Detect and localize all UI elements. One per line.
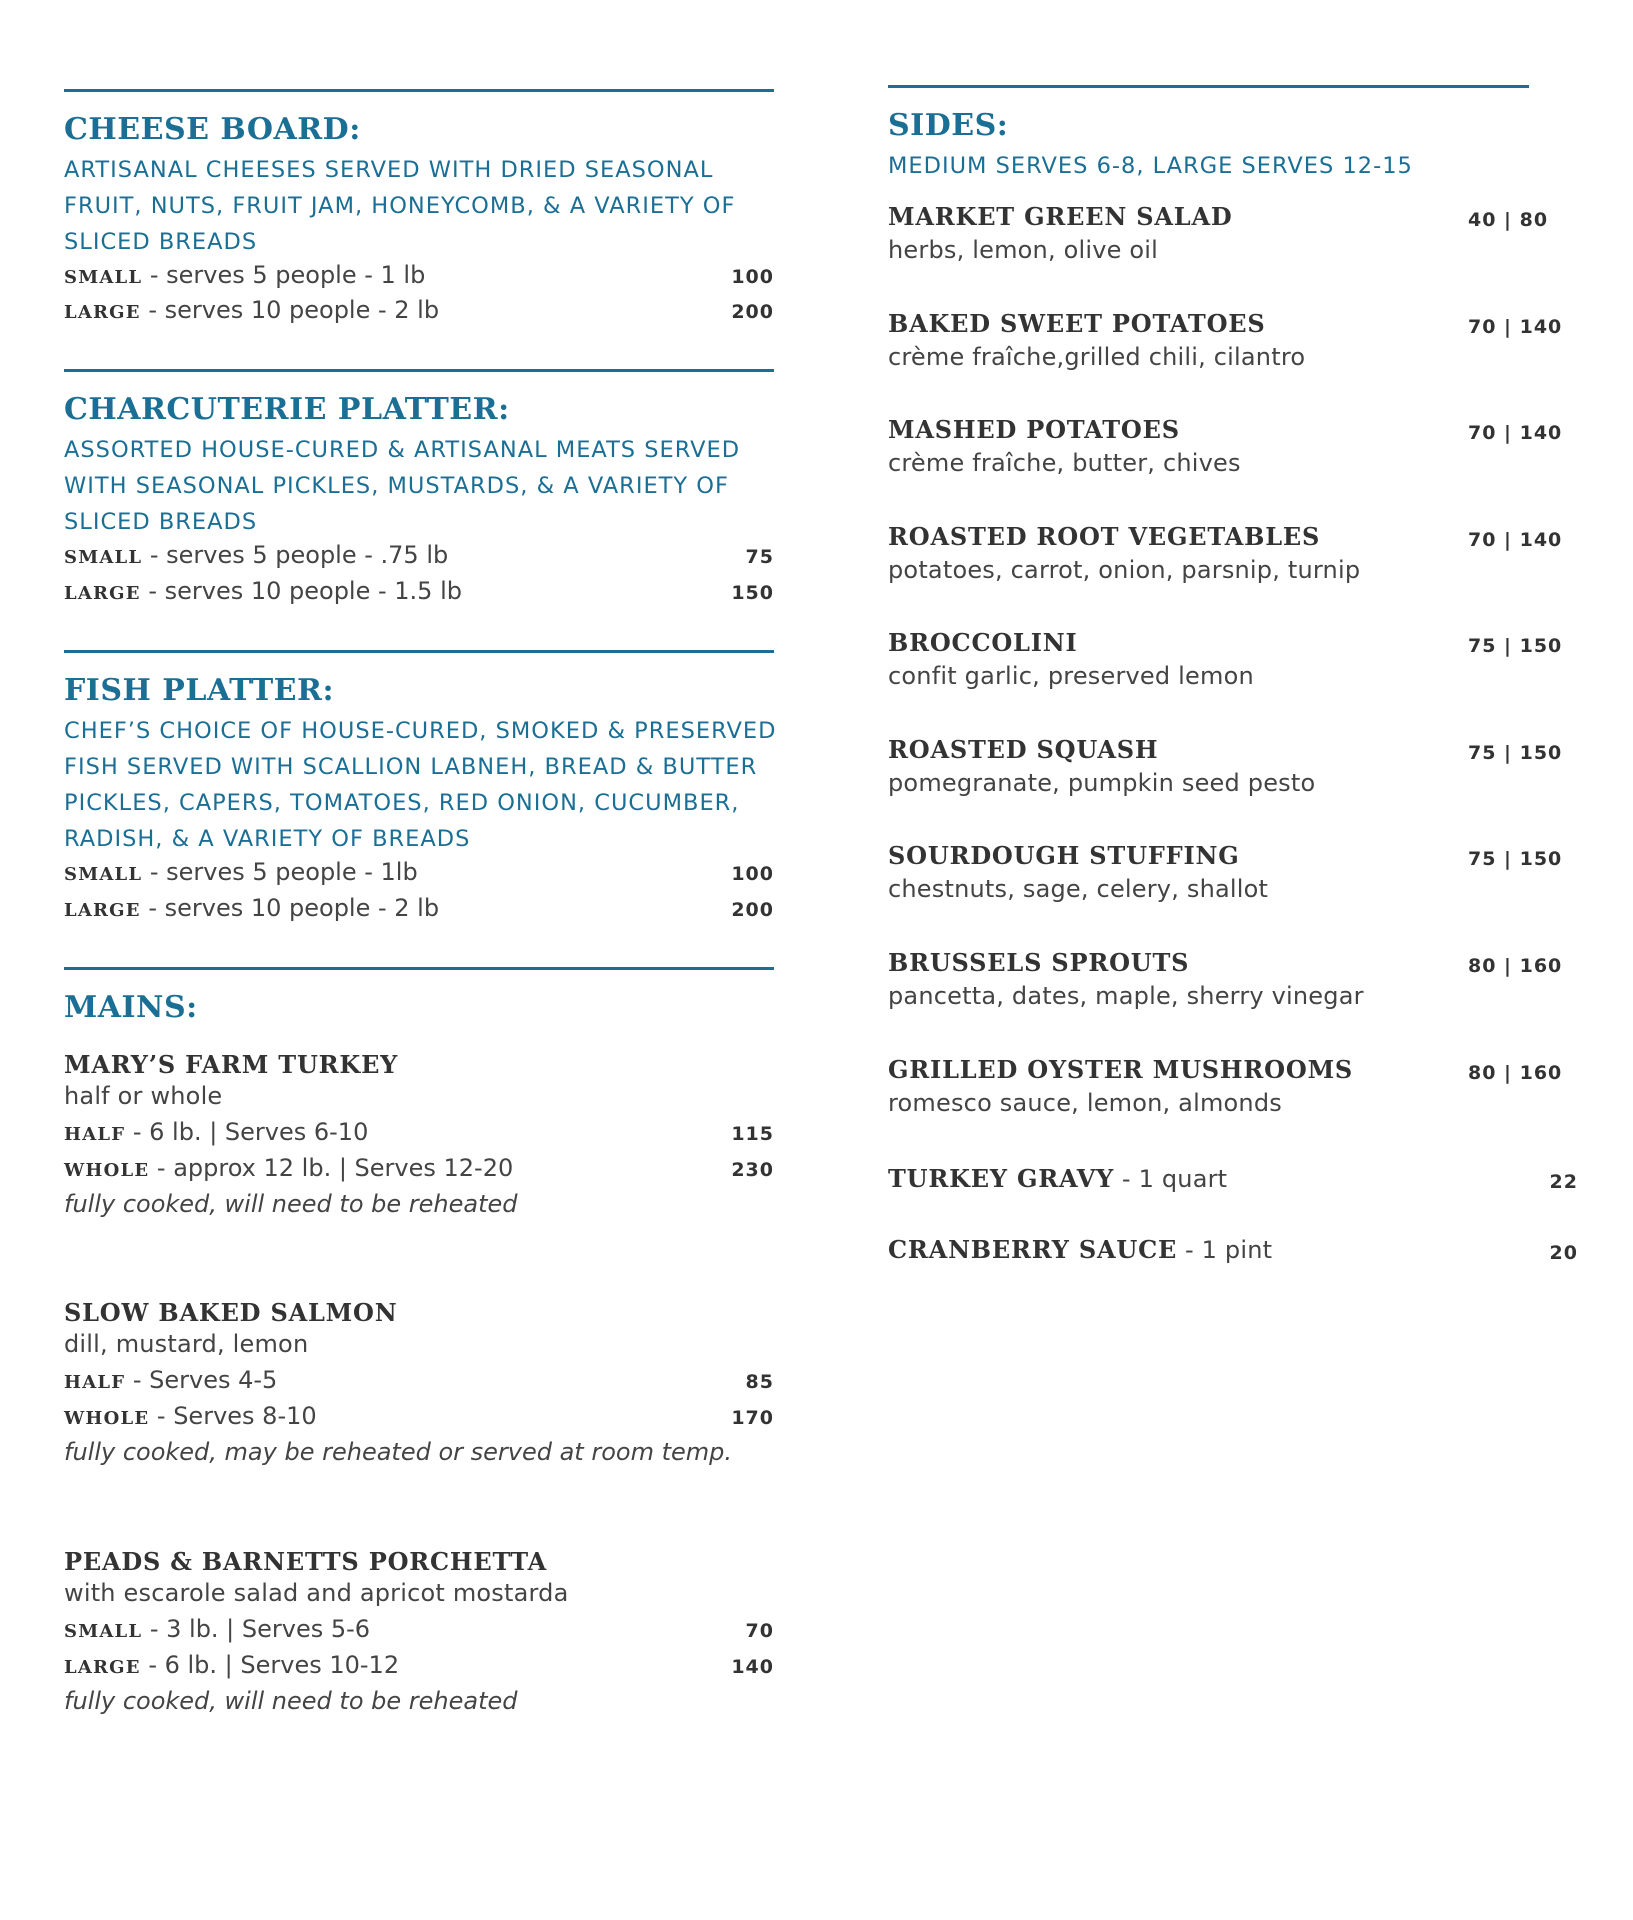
size-detail: - 6 lb. | Serves 10-12 [140,1651,400,1679]
side-price: 75 | 150 [1468,742,1563,764]
size-detail: - serves 5 people - .75 lb [142,541,449,569]
side-item-description: pancetta, dates, maple, sherry vinegar [888,982,1364,1010]
extra-price: 20 [1549,1242,1578,1264]
sides-subtitle: MEDIUM SERVES 6-8, LARGE SERVES 12-15 [888,153,1413,179]
side-item-name: SOURDOUGH STUFFING [888,841,1240,870]
cheese-option-small [64,261,425,289]
side-item-description: potatoes, carrot, onion, parsnip, turnip [888,556,1361,584]
size-label: LARGE [64,900,141,921]
size-detail: - serves 10 people - 2 lb [140,894,440,922]
price: 170 [731,1407,774,1429]
main-item-note: fully cooked, will need to be reheated [64,1190,518,1218]
size-label: SMALL [64,864,143,885]
size-detail: - serves 5 people - 1 lb [142,261,426,289]
main-item-description: dill, mustard, lemon [64,1330,309,1358]
extra-item-name: TURKEY GRAVY [888,1164,1115,1193]
section-divider [64,89,774,92]
size-label: LARGE [64,302,141,323]
size-label: WHOLE [64,1160,150,1181]
main-item-name: SLOW BAKED SALMON [64,1298,398,1327]
description-line: RADISH, & A VARIETY OF BREADS [64,826,471,852]
price: 100 [731,266,774,288]
salmon-option-half [64,1366,277,1394]
side-item-description: crème fraîche,grilled chili, cilantro [888,343,1306,371]
price: 75 [745,546,774,568]
side-item-name: BAKED SWEET POTATOES [888,309,1266,338]
fish-platter-description [64,713,776,857]
cranberry-sauce-row [888,1235,1272,1264]
size-label: WHOLE [64,1408,150,1429]
turkey-gravy-row [888,1164,1227,1193]
main-item-description: with escarole salad and apricot mostarda [64,1579,569,1607]
size-detail: - approx 12 lb. | Serves 12-20 [149,1154,514,1182]
side-item-description: romesco sauce, lemon, almonds [888,1089,1282,1117]
size-label: SMALL [64,267,143,288]
porchetta-option-small [64,1615,370,1643]
side-item-description: chestnuts, sage, celery, shallot [888,875,1269,903]
main-item-name: PEADS & BARNETTS PORCHETTA [64,1547,548,1576]
size-label: HALF [64,1372,126,1393]
porchetta-option-large [64,1651,399,1679]
salmon-option-whole [64,1402,317,1430]
size-label: SMALL [64,1621,143,1642]
description-line: FISH SERVED WITH SCALLION LABNEH, BREAD & BUTTER [64,754,758,780]
main-item-note: fully cooked, will need to be reheated [64,1687,518,1715]
extra-item-size: - 1 pint [1177,1236,1273,1264]
description-line: SLICED BREADS [64,509,258,535]
side-price: 75 | 150 [1468,848,1563,870]
side-item-name: BROCCOLINI [888,628,1078,657]
price: 200 [731,899,774,921]
size-detail: - serves 10 people - 1.5 lb [140,577,462,605]
description-line: PICKLES, CAPERS, TOMATOES, RED ONION, CUCUMBER, [64,790,740,816]
main-item-note: fully cooked, may be reheated or served at room temp. [64,1438,733,1466]
price: 230 [731,1159,774,1181]
sides-title: SIDES: [888,108,1009,143]
main-item-description: half or whole [64,1082,223,1110]
fish-option-large [64,894,439,922]
side-item-name: MARKET GREEN SALAD [888,202,1233,231]
side-price: 40 | 80 [1468,209,1549,231]
size-label: LARGE [64,583,141,604]
side-item-description: crème fraîche, butter, chives [888,449,1241,477]
charcuterie-option-large [64,577,462,605]
price: 85 [745,1371,774,1393]
side-price: 70 | 140 [1468,422,1563,444]
side-item-name: MASHED POTATOES [888,415,1180,444]
side-item-description: confit garlic, preserved lemon [888,662,1254,690]
section-divider [888,85,1529,88]
cheese-board-title: CHEESE BOARD: [64,112,361,147]
description-line: FRUIT, NUTS, FRUIT JAM, HONEYCOMB, & A VARIETY OF [64,193,736,219]
side-item-name: BRUSSELS SPROUTS [888,948,1190,977]
size-detail: - Serves 4-5 [125,1366,278,1394]
description-line: CHEF’S CHOICE OF HOUSE-CURED, SMOKED & PRESERVED [64,718,777,744]
description-line: ASSORTED HOUSE-CURED & ARTISANAL MEATS SERVED [64,437,741,463]
size-detail: - 6 lb. | Serves 6-10 [125,1118,369,1146]
size-label: SMALL [64,547,143,568]
side-item-name: ROASTED ROOT VEGETABLES [888,522,1321,551]
price: 200 [731,301,774,323]
side-price: 70 | 140 [1468,316,1563,338]
section-divider [64,967,774,970]
extra-item-name: CRANBERRY SAUCE [888,1235,1178,1264]
side-item-name: ROASTED SQUASH [888,735,1159,764]
side-price: 80 | 160 [1468,1062,1563,1084]
size-label: HALF [64,1124,126,1145]
charcuterie-option-small [64,541,448,569]
extra-item-size: - 1 quart [1114,1165,1228,1193]
side-price: 75 | 150 [1468,635,1563,657]
description-line: SLICED BREADS [64,229,258,255]
extra-price: 22 [1549,1171,1578,1193]
cheese-board-description [64,152,735,260]
description-line: WITH SEASONAL PICKLES, MUSTARDS, & A VARIETY OF [64,473,729,499]
price: 140 [731,1656,774,1678]
price: 115 [731,1123,774,1145]
description-line: ARTISANAL CHEESES SERVED WITH DRIED SEASONAL [64,157,714,183]
side-item-description: herbs, lemon, olive oil [888,236,1159,264]
main-item-name: MARY’S FARM TURKEY [64,1050,399,1079]
size-detail: - serves 10 people - 2 lb [140,296,440,324]
side-item-name: GRILLED OYSTER MUSHROOMS [888,1055,1354,1084]
charcuterie-description [64,432,740,540]
section-divider [64,650,774,653]
turkey-option-whole [64,1154,513,1182]
size-detail: - serves 5 people - 1lb [142,858,418,886]
charcuterie-title: CHARCUTERIE PLATTER: [64,392,510,427]
cheese-option-large [64,296,439,324]
size-label: LARGE [64,1657,141,1678]
price: 70 [745,1620,774,1642]
size-detail: - 3 lb. | Serves 5-6 [142,1615,371,1643]
side-item-description: pomegranate, pumpkin seed pesto [888,769,1316,797]
price: 100 [731,863,774,885]
side-price: 80 | 160 [1468,955,1563,977]
section-divider [64,369,774,372]
fish-platter-title: FISH PLATTER: [64,673,335,708]
price: 150 [731,582,774,604]
fish-option-small [64,858,418,886]
mains-title: MAINS: [64,990,198,1025]
side-price: 70 | 140 [1468,529,1563,551]
turkey-option-half [64,1118,368,1146]
size-detail: - Serves 8-10 [149,1402,317,1430]
